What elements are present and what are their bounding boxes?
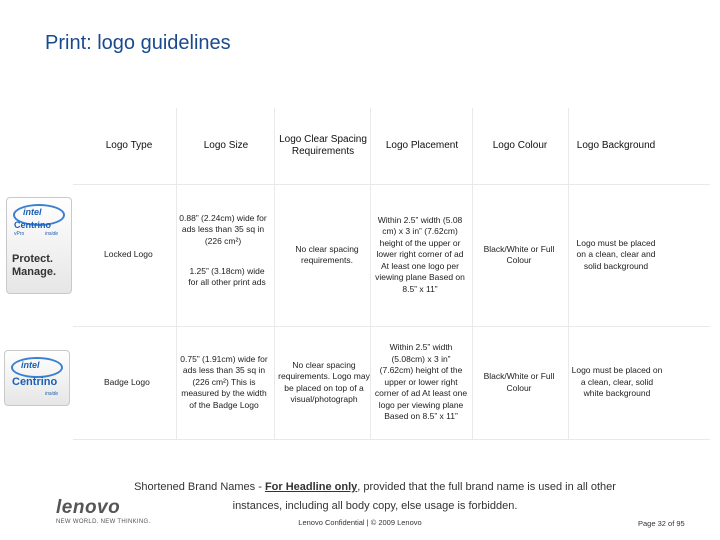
- logo-guidelines-table: [10, 108, 710, 440]
- brand-name-note: [110, 478, 640, 516]
- row-badge-placement: Within 2.5” width (5.08cm) x 3 in” (7.62cm) height of the upper or lower right corner of ad At least one logo per viewing plane Based on 8.5” x 11”: [374, 342, 468, 422]
- locked-logo-intel: intel: [23, 207, 42, 217]
- page-number: Page 32 of 95: [638, 519, 685, 528]
- note-prefix: Shortened Brand Names -: [134, 481, 265, 493]
- note-headline-only: For Headline only: [264, 481, 358, 493]
- header-logo-size: Logo Size: [203, 139, 249, 151]
- table-divider: [568, 108, 569, 440]
- header-logo-placement: Logo Placement: [385, 139, 459, 151]
- badge-logo-inside: inside: [45, 391, 59, 397]
- header-logo-type: Logo Type: [105, 139, 153, 151]
- row-locked-type: Locked Logo: [104, 249, 153, 260]
- badge-logo-intel: intel: [21, 360, 40, 370]
- row-locked-size-large: 1.25” (3.18cm) wide for all other print ads: [188, 265, 266, 287]
- lenovo-logo: lenovo: [56, 497, 121, 518]
- table-divider: [370, 108, 371, 440]
- row-locked-placement: Within 2.5” width (5.08 cm) x 3 in” (7.62cm) height of the upper or lower right corner of ad At least one logo per viewing plane Based on 8.5” x 11”: [375, 214, 465, 294]
- table-divider: [73, 439, 710, 440]
- row-locked-spacing: No clear spacing requirements.: [295, 243, 359, 265]
- locked-logo-manage: Manage.: [12, 266, 57, 278]
- badge-logo-centrino: Centrino: [12, 376, 58, 388]
- row-locked-size-small: 0.88” (2.24cm) wide for ads less than 35 sq in (226 cm²): [179, 212, 267, 246]
- locked-logo-inside: inside: [45, 231, 59, 237]
- row-badge-colour: Black/White or Full Colour: [483, 371, 555, 393]
- row-badge-size: 0.75” (1.91cm) wide for ads less than 35 sq in (226 cm²) This is measured by the width of the Badge Logo: [180, 353, 268, 410]
- locked-logo-vpro: vPro: [14, 231, 25, 237]
- table-divider: [274, 108, 275, 440]
- page-title: Print: logo guidelines: [45, 32, 231, 54]
- locked-logo-centrino: Centrino: [14, 220, 51, 230]
- lenovo-tagline: NEW WORLD. NEW THINKING.: [56, 519, 151, 525]
- header-logo-colour: Logo Colour: [492, 139, 548, 151]
- row-badge-background: Logo must be placed on a clean, clear, solid white background: [571, 365, 663, 399]
- note-suffix: , provided that the full brand name is used in all other instances, including all body copy, else usage is forbidden.: [232, 481, 616, 512]
- confidential-notice: Lenovo Confidential | © 2009 Lenovo: [298, 518, 422, 527]
- locked-logo-protect: Protect.: [12, 253, 53, 265]
- row-locked-background: Logo must be placed on a clean, clear and solid background: [576, 237, 656, 271]
- header-clear-spacing: Logo Clear Spacing Requirements: [279, 133, 367, 157]
- header-logo-background: Logo Background: [576, 139, 656, 151]
- row-badge-type: Badge Logo: [104, 376, 150, 387]
- row-badge-spacing: No clear spacing requirements. Logo may be placed on top of a visual/photograph: [278, 359, 370, 404]
- row-locked-colour: Black/White or Full Colour: [483, 243, 555, 265]
